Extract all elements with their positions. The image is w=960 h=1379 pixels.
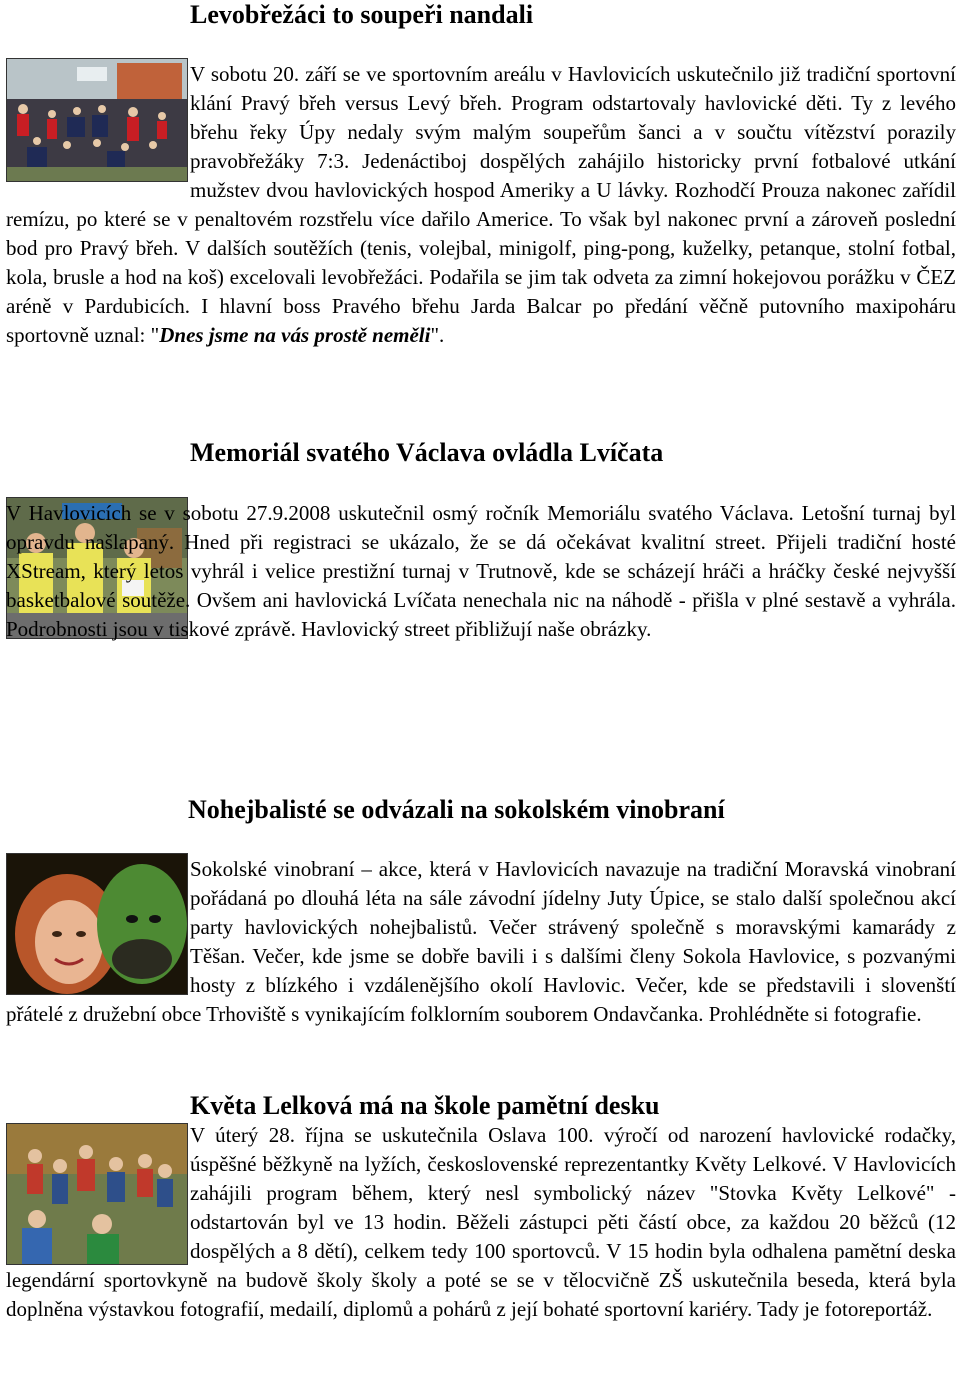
quote: Dnes jsme na vás prostě neměli [159,323,431,347]
article-body: V úterý 28. října se uskutečnila Oslava 100. výročí od narození havlovické rodačky, úspěšné běžkyně na lyžích, československé reprezentantky Květy Lelkové. V Havlovicích zahájili program během, který nesl symbolický název "Stovka Květy Lelkové" - odstartován byl ve 13 hodin. Běželi zástupci pěti částí obce, za každou 20 běžců (12 dospělých a 8 dětí), celkem tedy 100 sportovců. V 15 hodin byla odhalena pamětní deska legendární sportovkyně na budově školy školy a poté se se v tělocvičně ZŠ uskutečnila beseda, která byla doplněna výstavkou fotografií, medailí, diplomů a pohárů z její bohaté sportovní kariéry. Tady je fotoreportáž. [6,1123,956,1321]
article-body: Sokolské vinobraní – akce, která v Havlovicích navazuje na tradiční Moravská vinobraní pořádaná po dlouhá léta na sále závodní jídelny Juty Úpice, se stalo další společnou akcí party havlovických nohejbalistů. Večer strávený společně s moravskými kamarády z Těšan. Večer, kde jsme se dobře bavili i s dalšími členy Sokola Havlovice, s pozvanými hosty z blízkého i vzdálenějšího okolí Havlovic. Večer, kde se představili i slovenští přátelé z družební obce Trhoviště s vynikajícím folklorním souborem Ondavčanka. Prohlédněte si fotografie. [6,857,956,1026]
article-body: V Havlovicích se v sobotu 27.9.2008 uskutečnil osmý ročník Memoriálu svatého Václava. Letošní turnaj byl opravdu našlapaný. Hned při registraci se ukázalo, že se dá očekávat kvalitní street. Přijeli tradiční hosté XStream, který letos vyhrál i velice prestižní turnaj v Trutnově, kde se scházejí hráči a hráčky české nejvyšší basketbalové soutěže. Ovšem ani havlovická Lvíčata nenechala nic na náhodě - přišla v plné sestavě a vyhrála. Podrobnosti jsou v tiskové zprávě. Havlovický street přibližují naše obrázky. [6,501,956,641]
article-body: V sobotu 20. září se ve sportovním areálu v Havlovicích uskutečnilo již tradiční sportovní klání Pravý břeh versus Levý břeh. Program odstartovaly havlovické děti. Ty z levého břehu řeky Úpy nedaly svým malým soupeřům šanci a v součtu vítězství porazily pravobřežáky 7:3. Jedenáctiboj dospělých zahájilo historicky první fotbalové utkání mužstev dvou havlovických hospod Ameriky a U lávky. Rozhodčí Prouza nakonec zařídil remízu, po které se v penaltovém rozstřelu více dařilo Americe. To však byl nakonec první a zároveň poslední bod pro Pravý břeh. V dalších soutěžích (tenis, volejbal, minigolf, ping-pong, kuželky, petanque, stolní fotbal, kola, brusle a hod na koš) excelovali levobřežáci. Podařila se jim tak odveta za zimní hokejovou porážku v ČEZ aréně v Pardubicích. I hlavní boss Pravého břehu Jarda Balcar po předání věčně putovního maxipoháru sportovně uznal: "Dnes jsme na vás prostě neměli". [6,62,956,347]
article-title: Nohejbalisté se odvázali na sokolském vinobraní [188,795,725,824]
article-title: Květa Lelková má na škole pamětní desku [190,1091,660,1120]
article-title: Memoriál svatého Václava ovládla Lvíčata [190,438,664,467]
article-title: Levobřežáci to soupeři nandali [190,0,534,29]
